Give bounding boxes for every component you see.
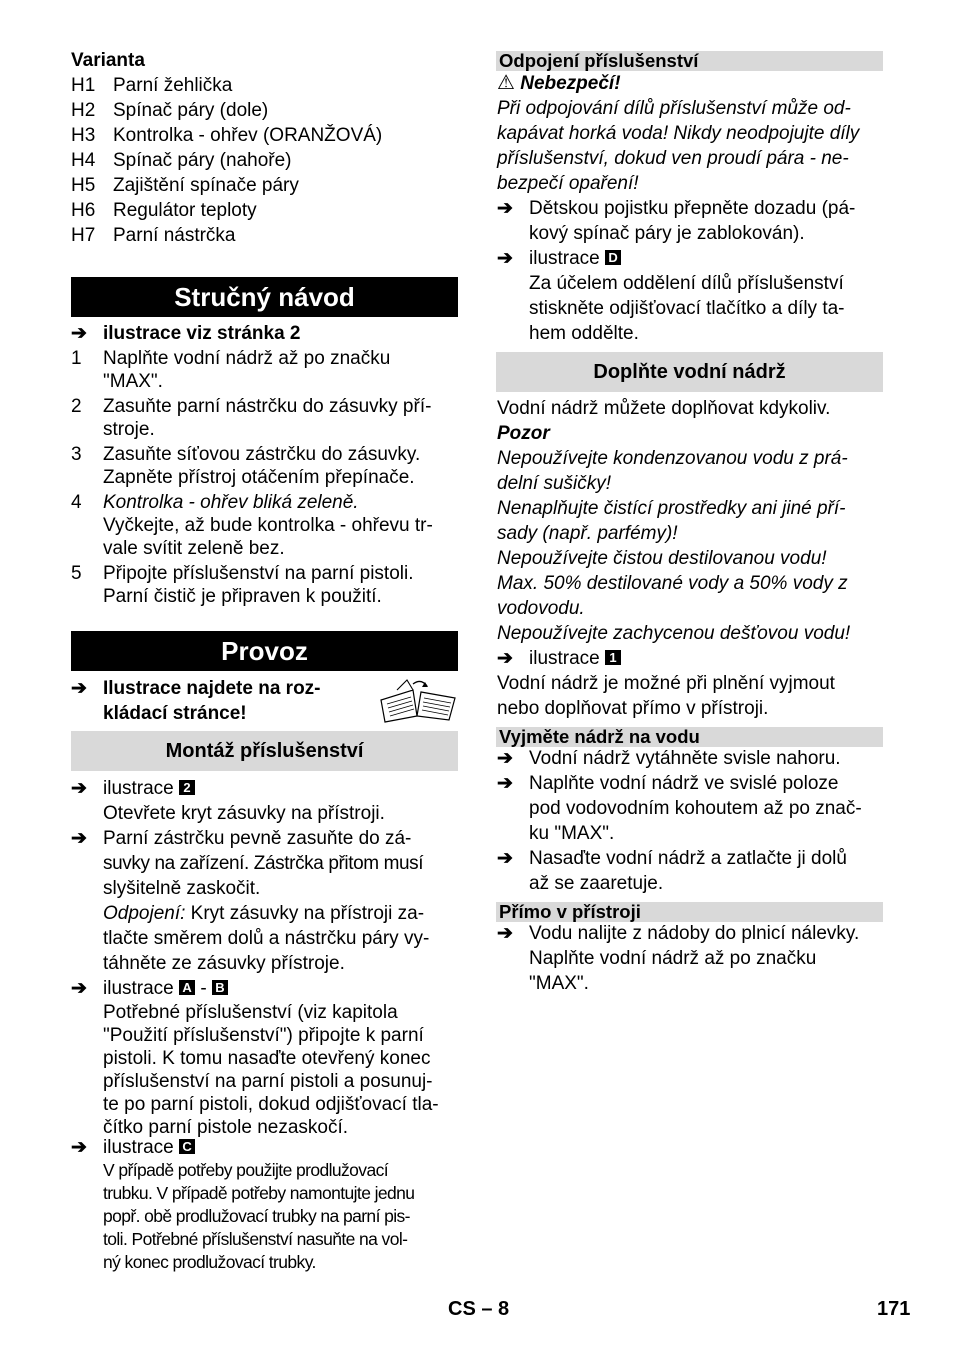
remove-s3-1: Nasaďte vodní nádrž a zatlačte ji dolů xyxy=(529,848,847,869)
direct-s1-3: "MAX". xyxy=(529,973,589,994)
detach-s2-3: hem oddělte. xyxy=(529,323,639,344)
fill-note-line: delní sušičky! xyxy=(497,473,612,494)
foldout-book-icon xyxy=(377,676,459,724)
mount-p1: Otevřete kryt zásuvky na přístroji. xyxy=(103,803,385,824)
step-number: 4 xyxy=(71,492,82,513)
step-number: 2 xyxy=(71,396,82,417)
variant-code: H6 xyxy=(71,200,96,221)
mount-p3-2: tlačte směrem dolů a nástrčku páry vy- xyxy=(103,928,430,949)
provoz-intro-1: Ilustrace najdete na roz- xyxy=(103,678,321,699)
figure-box: 2 xyxy=(179,780,195,795)
illustration-label: ilustrace xyxy=(103,978,174,999)
step-number: 1 xyxy=(71,348,82,369)
mount-p5-line: trubku. V případě potřeby namontujte jednu xyxy=(103,1183,415,1203)
arrow-icon: ➔ xyxy=(497,198,513,219)
step-text: Připojte příslušenství na parní pistoli. xyxy=(103,563,414,584)
arrow-icon: ➔ xyxy=(497,748,513,769)
step-text: stroje. xyxy=(103,419,155,440)
danger-label: Nebezpečí! xyxy=(520,73,621,94)
step-text: Zasuňte parní nástrčku do zásuvky pří- xyxy=(103,396,432,417)
step-number: 5 xyxy=(71,563,82,584)
remove-s1: Vodní nádrž vytáhněte svisle nahoru. xyxy=(529,748,841,769)
fill-p2-1: Vodní nádrž je možné při plnění vyjmout xyxy=(497,673,835,694)
fill-caution: Pozor xyxy=(497,423,550,444)
mount-p2-1: Parní zástrčku pevně zasuňte do zá- xyxy=(103,828,412,849)
fill-note-line: Max. 50% destilované vody a 50% vody z xyxy=(497,573,848,594)
variant-code: H1 xyxy=(71,75,96,96)
figure-box: B xyxy=(212,980,228,995)
variant-label: Spínač páry (dole) xyxy=(113,100,269,121)
detach-s2-1: Za účelem oddělení dílů příslušenství xyxy=(529,273,844,294)
arrow-icon: ➔ xyxy=(497,248,513,269)
page-number: 171 xyxy=(877,1298,911,1320)
arrow-icon: ➔ xyxy=(497,923,513,944)
remove-title: Vyjměte nádrž na vodu xyxy=(496,727,883,747)
mount-p5-line: popř. obě prodlužovací trubky na parní pis- xyxy=(103,1206,410,1226)
remove-s2-2: pod vodovodním kohoutem až po znač- xyxy=(529,798,862,819)
fill-note-line: Nepoužívejte kondenzovanou vodu z prá- xyxy=(497,448,848,469)
mount-p5-line: V případě potřeby použijte prodlužovací xyxy=(103,1160,388,1180)
fill-illustration-ref xyxy=(529,646,621,671)
danger-line xyxy=(497,71,621,96)
arrow-icon: ➔ xyxy=(497,848,513,869)
range-separator: - xyxy=(200,978,207,999)
illustration-label: ilustrace xyxy=(103,778,174,799)
step-text: Parní čistič je připraven k použití. xyxy=(103,586,382,607)
remove-s2-3: ku "MAX". xyxy=(529,823,615,844)
step-text: Zapněte přístroj otáčením přepínače. xyxy=(103,467,415,488)
arrow-icon: ➔ xyxy=(497,648,513,669)
mount-p3-3: táhněte ze zásuvky přístroje. xyxy=(103,953,345,974)
mount-p5-line: toli. Potřebné příslušenství nasuňte na vol- xyxy=(103,1229,408,1249)
remove-s3-2: až se zaaretuje. xyxy=(529,873,664,894)
warning-line: Při odpojování dílů příslušenství může od- xyxy=(497,98,851,119)
variant-label: Kontrolka - ohřev (ORANŽOVÁ) xyxy=(113,125,383,146)
direct-s1-1: Vodu nalijte z nádoby do plnicí nálevky. xyxy=(529,923,860,944)
mount-p4-line: pistoli. K tomu nasaďte otevřený konec xyxy=(103,1048,431,1069)
mount-p2-2: suvky na zařízení. Zástrčka přitom musí xyxy=(103,853,424,874)
fill-p1: Vodní nádrž můžete doplňovat kdykoliv. xyxy=(497,398,831,419)
direct-title: Přímo v přístroji xyxy=(496,902,883,922)
fill-note-line: Nenaplňujte čistící prostředky ani jiné pří- xyxy=(497,498,846,519)
step-text: Vyčkejte, až bude kontrolka - ohřevu tr- xyxy=(103,515,433,536)
footer-section: CS – 8 xyxy=(448,1298,510,1320)
variant-code: H7 xyxy=(71,225,96,246)
arrow-icon: ➔ xyxy=(71,978,87,999)
detach-illustration-ref xyxy=(529,246,621,271)
arrow-icon: ➔ xyxy=(497,773,513,794)
mount-p3-1 xyxy=(103,901,424,926)
step-text: Zasuňte síťovou zástrčku do zásuvky. xyxy=(103,444,421,465)
arrow-icon: ➔ xyxy=(71,778,87,799)
mount-p4-line: Potřebné příslušenství (viz kapitola xyxy=(103,1002,398,1023)
fill-note-line: sady (např. parfémy)! xyxy=(497,523,678,544)
fill-note-line: vodovodu. xyxy=(497,598,585,619)
warning-line: příslušenství, dokud ven proudí pára - ne- xyxy=(497,148,849,169)
figure-box: D xyxy=(605,250,621,265)
mount-p4-line: čítko parní pistole nezaskočí. xyxy=(103,1117,349,1138)
figure-box: 1 xyxy=(605,650,621,665)
step-text: "MAX". xyxy=(103,371,163,392)
mount-p3-text: Kryt zásuvky na přístroji za- xyxy=(185,903,425,924)
mount-p4-line: "Použití příslušenství") připojte k parní xyxy=(103,1025,424,1046)
step-text: Naplňte vodní nádrž až po značku xyxy=(103,348,391,369)
mount-p2-3: slyšitelně zaskočit. xyxy=(103,878,261,899)
mount-p4-line: te po parní pistoli, dokud odjišťovací tla- xyxy=(103,1094,439,1115)
mount-title: Montáž příslušenství xyxy=(71,731,458,771)
variant-label: Zajištění spínače páry xyxy=(113,175,299,196)
arrow-icon: ➔ xyxy=(71,1137,87,1158)
remove-s2-1: Naplňte vodní nádrž ve svislé poloze xyxy=(529,773,839,794)
warning-icon: ⚠ xyxy=(497,72,515,94)
detach-label: Odpojení: xyxy=(103,903,186,924)
illustration-label: ilustrace xyxy=(529,248,600,269)
mount-illustration-ref-2 xyxy=(103,976,228,1001)
arrow-icon: ➔ xyxy=(71,678,87,699)
detach-title: Odpojení příslušenství xyxy=(496,51,883,71)
mount-p4-line: příslušenství na parní pistoli a posunuj- xyxy=(103,1071,433,1092)
step-status-italic: Kontrolka - ohřev bliká zeleně. xyxy=(103,492,359,513)
provoz-intro-2: kládací stránce! xyxy=(103,703,247,724)
variant-label: Parní nástrčka xyxy=(113,225,236,246)
arrow-icon: ➔ xyxy=(71,828,87,849)
variant-label: Spínač páry (nahoře) xyxy=(113,150,292,171)
section-title-quick: Stručný návod xyxy=(71,277,458,317)
detach-s1-2: kový spínač páry je zablokován). xyxy=(529,223,805,244)
quick-intro: ilustrace viz stránka 2 xyxy=(103,323,301,344)
illustration-label: ilustrace xyxy=(103,1137,174,1158)
detach-s2-2: stiskněte odjišťovací tlačítko a díly ta- xyxy=(529,298,845,319)
step-text: vale svítit zeleně bez. xyxy=(103,538,285,559)
variant-code: H2 xyxy=(71,100,96,121)
variant-code: H3 xyxy=(71,125,96,146)
variant-code: H5 xyxy=(71,175,96,196)
figure-box: A xyxy=(179,980,195,995)
variant-code: H4 xyxy=(71,150,96,171)
mount-illustration-ref-3 xyxy=(103,1135,195,1160)
step-number: 3 xyxy=(71,444,82,465)
variants-heading: Varianta xyxy=(71,50,145,71)
fill-title: Doplňte vodní nádrž xyxy=(496,352,883,392)
figure-box: C xyxy=(179,1139,195,1154)
variant-label: Parní žehlička xyxy=(113,75,233,96)
warning-line: bezpečí opaření! xyxy=(497,173,639,194)
variant-label: Regulátor teploty xyxy=(113,200,257,221)
fill-note-line: Nepoužívejte čistou destilovanou vodu! xyxy=(497,548,827,569)
detach-s1-1: Dětskou pojistku přepněte dozadu (pá- xyxy=(529,198,856,219)
warning-line: kapávat horká voda! Nikdy neodpojujte díly xyxy=(497,123,860,144)
fill-p2-2: nebo doplňovat přímo v přístroji. xyxy=(497,698,769,719)
mount-p5-line: ný konec prodlužovací trubky. xyxy=(103,1252,316,1272)
arrow-icon: ➔ xyxy=(71,323,87,344)
direct-s1-2: Naplňte vodní nádrž až po značku xyxy=(529,948,817,969)
fill-note-line: Nepoužívejte zachycenou dešťovou vodu! xyxy=(497,623,851,644)
mount-illustration-ref-1 xyxy=(103,776,195,801)
section-title-provoz: Provoz xyxy=(71,631,458,671)
illustration-label: ilustrace xyxy=(529,648,600,669)
